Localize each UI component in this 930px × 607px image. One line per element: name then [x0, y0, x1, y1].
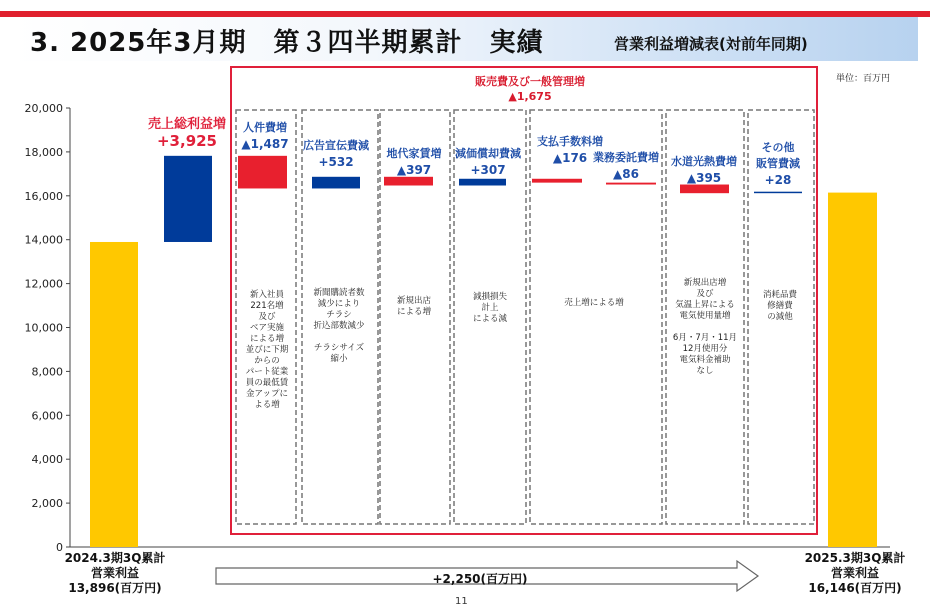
y-tick-label: 18,000 [24, 145, 63, 159]
label-rent [376, 146, 452, 178]
bar-4 [384, 177, 433, 186]
note-line: 員の最低賃 [245, 378, 289, 388]
label-other-sga-name2: 販管費減 [756, 157, 800, 170]
note-line: による増 [396, 307, 431, 317]
note-line: 並びに下期 [245, 345, 289, 355]
sga-group-label: 販売費及び一般管理増 [475, 75, 585, 88]
label-commission-value: ▲176 [552, 151, 588, 165]
label-personnel [230, 120, 300, 152]
label-utilities [662, 154, 746, 186]
bar-1 [164, 156, 212, 242]
footer-left-line3: 13,896(百万円) [68, 581, 162, 595]
label-outsourcing-name: 業務委託費増 [593, 151, 659, 164]
note-line: 221名増 [250, 301, 284, 311]
y-tick-label: 16,000 [24, 189, 63, 203]
bar-2 [238, 156, 287, 189]
y-tick-label: 12,000 [24, 277, 63, 291]
note-line: なし [696, 366, 714, 376]
bar-7 [606, 183, 656, 185]
note-line [666, 322, 744, 333]
note-line: 売上増による増 [564, 298, 624, 308]
note-depreciation [454, 292, 526, 325]
label-commission-name: 支払手数料増 [537, 135, 603, 148]
label-personnel-value: ▲1,487 [241, 137, 289, 151]
note-line: 電気使用量増 [679, 311, 731, 321]
label-other-sga-name1: その他 [761, 141, 795, 154]
note-line: の減他 [767, 312, 793, 322]
y-tick-label: 14,000 [24, 233, 63, 247]
note-line: パート従業 [245, 367, 289, 377]
footer-left [40, 551, 190, 596]
note-line: 縮小 [330, 354, 348, 364]
note-line: 計上 [481, 303, 499, 313]
bar-10 [828, 193, 877, 547]
gross-profit-label [142, 116, 232, 150]
note-other-sga [748, 290, 812, 323]
y-tick-label: 2,000 [31, 497, 63, 511]
note-line: 6月・7月・11月 [672, 333, 738, 343]
note-line: 及び [258, 312, 276, 322]
note-rent [380, 296, 448, 318]
bar-5 [459, 179, 506, 186]
note-line [302, 332, 376, 343]
label-advertising-value: +532 [318, 155, 354, 169]
note-line: 金アップに [246, 389, 288, 399]
label-depreciation-name: 減価償却費減 [455, 147, 521, 160]
label-other-sga [742, 140, 814, 188]
note-line: 減損損失 [472, 292, 507, 302]
footer-right-line1: 2025.3期3Q累計 [804, 551, 906, 565]
bar-series [90, 156, 877, 547]
footer-right-line2: 営業利益 [830, 566, 879, 580]
label-advertising [296, 138, 376, 170]
label-utilities-name: 水道光熱費増 [671, 155, 737, 168]
note-line: 12月使用分 [682, 344, 728, 354]
y-tick-label: 6,000 [31, 409, 63, 423]
y-tick-label: 20,000 [24, 102, 63, 115]
label-rent-value: ▲397 [396, 163, 432, 177]
footer-right-line3: 16,146(百万円) [808, 581, 902, 595]
note-line: よる増 [254, 400, 280, 410]
note-line: 消耗品費 [762, 290, 797, 300]
bar-9 [754, 192, 802, 194]
note-commission [530, 298, 658, 309]
label-outsourcing [588, 150, 664, 182]
label-other-sga-value: +28 [764, 173, 792, 187]
bar-6 [532, 179, 582, 183]
unit-label: 単位：百万円 [836, 74, 891, 84]
footer-right [780, 551, 930, 596]
note-utilities [666, 278, 744, 377]
gross-profit-value: +3,925 [156, 132, 217, 150]
y-tick-label: 0 [56, 541, 63, 554]
y-tick-label: 8,000 [31, 365, 63, 379]
y-tick-label: 4,000 [31, 453, 63, 467]
page-subtitle: 営業利益増減表(対前年同期) [614, 35, 808, 53]
note-line: からの [254, 356, 280, 366]
footer-left-line1: 2024.3期3Q累計 [64, 551, 166, 565]
difference-label: +2,250(百万円) [432, 572, 528, 586]
label-advertising-name: 広告宣伝費減 [303, 139, 369, 152]
note-line: による増 [249, 334, 284, 344]
note-line: 新入社員 [249, 290, 284, 300]
label-rent-name: 地代家賃増 [386, 147, 442, 160]
note-line: 及び [696, 289, 714, 299]
page-number: 11 [455, 596, 468, 607]
sga-group-value: ▲1,675 [508, 90, 552, 103]
note-line: 減少により [317, 299, 361, 309]
note-line: 修繕費 [767, 301, 793, 311]
note-line: 気温上昇による [675, 300, 735, 310]
page-title: 3. 2025年3月期 第３四半期累計 実績 [30, 28, 544, 58]
label-personnel-name: 人件費増 [243, 121, 287, 134]
label-outsourcing-value: ▲86 [613, 167, 639, 181]
label-depreciation [448, 146, 528, 178]
gross-profit-name: 売上総利益増 [147, 117, 226, 132]
note-line: ベア実施 [249, 323, 284, 333]
label-utilities-value: ▲395 [686, 171, 722, 185]
note-line: 電気料金補助 [679, 355, 731, 365]
note-line: 折込部数減少 [313, 321, 365, 331]
y-tick-label: 10,000 [24, 321, 63, 335]
note-line: チラシ [326, 310, 352, 320]
note-line: チラシサイズ [313, 343, 365, 353]
note-personnel [236, 290, 298, 411]
note-line: 新規出店 [396, 296, 431, 306]
label-depreciation-value: +307 [470, 163, 506, 177]
note-line: 新聞購読者数 [313, 288, 365, 298]
footer-left-line2: 営業利益 [90, 566, 139, 580]
note-advertising [302, 288, 376, 365]
bar-3 [312, 177, 360, 189]
note-line: による減 [472, 314, 507, 324]
note-line: 新規出店増 [683, 278, 727, 288]
bar-0 [90, 242, 138, 547]
